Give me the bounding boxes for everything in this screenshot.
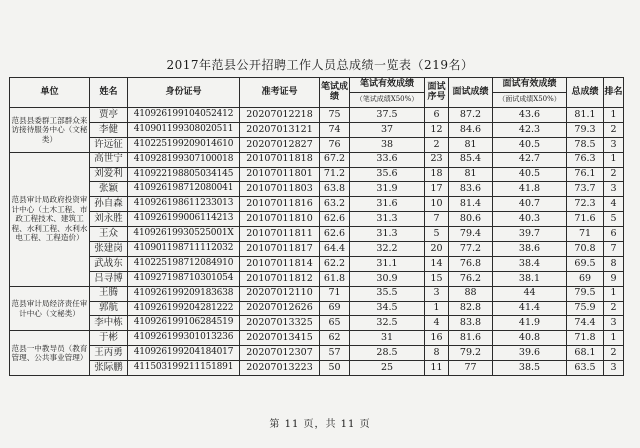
name-cell: 张建岗 bbox=[90, 242, 128, 257]
rank-cell: 2 bbox=[604, 167, 624, 182]
interview-eff-cell: 41.4 bbox=[493, 301, 567, 316]
written-eff-cell: 34.5 bbox=[350, 301, 425, 316]
id-cell: 410922198805034145 bbox=[128, 167, 240, 182]
id-cell: 410926198712080041 bbox=[128, 182, 240, 197]
name-cell: 吕寻博 bbox=[90, 271, 128, 286]
id-cell: 410926199209183638 bbox=[128, 286, 240, 301]
written-eff-cell: 25 bbox=[350, 361, 425, 376]
interview-cell: 77 bbox=[449, 361, 493, 376]
interview-eff-cell: 38.1 bbox=[493, 271, 567, 286]
interview-eff-cell: 38.6 bbox=[493, 242, 567, 257]
interview-cell: 77.2 bbox=[449, 242, 493, 257]
header-written-eff-sub: （笔试成绩X50%） bbox=[350, 93, 425, 108]
name-cell: 刘爱利 bbox=[90, 167, 128, 182]
interview-order-cell: 7 bbox=[425, 212, 449, 227]
exam-no-cell: 20207012827 bbox=[240, 137, 320, 152]
interview-eff-cell: 42.3 bbox=[493, 122, 567, 137]
table-row bbox=[10, 256, 624, 271]
name-cell: 王众 bbox=[90, 227, 128, 242]
total-cell: 70.8 bbox=[567, 242, 604, 257]
total-cell: 78.5 bbox=[567, 137, 604, 152]
interview-cell: 82.8 bbox=[449, 301, 493, 316]
exam-no-cell: 20207012626 bbox=[240, 301, 320, 316]
written-eff-cell: 37.5 bbox=[350, 108, 425, 123]
exam-no-cell: 20107011810 bbox=[240, 212, 320, 227]
total-cell: 79.3 bbox=[567, 122, 604, 137]
header-interview: 面试成绩 bbox=[449, 78, 493, 108]
interview-eff-cell: 41.9 bbox=[493, 316, 567, 331]
interview-order-cell: 23 bbox=[425, 152, 449, 167]
header-interview-eff-sub: （面试成绩X50%） bbox=[493, 93, 567, 108]
written-eff-cell: 35.5 bbox=[350, 286, 425, 301]
table-row bbox=[10, 122, 624, 137]
results-table bbox=[9, 77, 624, 376]
name-cell: 郭航 bbox=[90, 301, 128, 316]
interview-cell: 81.6 bbox=[449, 331, 493, 346]
header-id: 身份证号 bbox=[128, 78, 240, 108]
id-cell: 410926198611233013 bbox=[128, 197, 240, 212]
exam-no-cell: 20107011817 bbox=[240, 242, 320, 257]
table-row bbox=[10, 197, 624, 212]
rank-cell: 3 bbox=[604, 361, 624, 376]
interview-eff-cell: 40.5 bbox=[493, 167, 567, 182]
total-cell: 71.6 bbox=[567, 212, 604, 227]
id-cell: 410225198712084910 bbox=[128, 256, 240, 271]
interview-order-cell: 10 bbox=[425, 197, 449, 212]
id-cell: 410926199204281222 bbox=[128, 301, 240, 316]
written-eff-cell: 31.6 bbox=[350, 197, 425, 212]
written-cell: 65 bbox=[320, 316, 350, 331]
table-body bbox=[10, 108, 624, 376]
id-cell: 410926199301013236 bbox=[128, 331, 240, 346]
interview-eff-cell: 40.8 bbox=[493, 331, 567, 346]
written-eff-cell: 31.1 bbox=[350, 256, 425, 271]
interview-eff-cell: 38.5 bbox=[493, 361, 567, 376]
interview-cell: 81 bbox=[449, 137, 493, 152]
interview-eff-cell: 41.8 bbox=[493, 182, 567, 197]
table-row bbox=[10, 316, 624, 331]
header-total: 总成绩 bbox=[567, 78, 604, 108]
name-cell: 张际鹏 bbox=[90, 361, 128, 376]
interview-eff-cell: 43.6 bbox=[493, 108, 567, 123]
total-cell: 63.5 bbox=[567, 361, 604, 376]
interview-cell: 80.6 bbox=[449, 212, 493, 227]
written-cell: 63.8 bbox=[320, 182, 350, 197]
interview-cell: 76.2 bbox=[449, 271, 493, 286]
interview-order-cell: 6 bbox=[425, 108, 449, 123]
rank-cell: 2 bbox=[604, 122, 624, 137]
total-cell: 75.9 bbox=[567, 301, 604, 316]
written-cell: 63.2 bbox=[320, 197, 350, 212]
name-cell: 李健 bbox=[90, 122, 128, 137]
written-cell: 62.6 bbox=[320, 227, 350, 242]
table-row bbox=[10, 331, 624, 346]
table-row bbox=[10, 212, 624, 227]
written-eff-cell: 32.5 bbox=[350, 316, 425, 331]
written-eff-cell: 31.3 bbox=[350, 227, 425, 242]
exam-no-cell: 20107011801 bbox=[240, 167, 320, 182]
exam-no-cell: 20207013121 bbox=[240, 122, 320, 137]
interview-order-cell: 14 bbox=[425, 256, 449, 271]
written-cell: 76 bbox=[320, 137, 350, 152]
interview-order-cell: 20 bbox=[425, 242, 449, 257]
header-written: 笔试成绩 bbox=[320, 78, 350, 108]
interview-eff-cell: 39.6 bbox=[493, 346, 567, 361]
header-interview-order: 面试序号 bbox=[425, 78, 449, 108]
table-header bbox=[10, 78, 624, 108]
header-interview-eff: 面试有效成绩 bbox=[493, 78, 567, 93]
interview-order-cell: 12 bbox=[425, 122, 449, 137]
table-row bbox=[10, 182, 624, 197]
interview-cell: 81.4 bbox=[449, 197, 493, 212]
page-title: 2017年范县公开招聘工作人员总成绩一览表（219名） bbox=[166, 58, 474, 72]
total-cell: 73.7 bbox=[567, 182, 604, 197]
name-cell: 许远征 bbox=[90, 137, 128, 152]
id-cell: 410926199204184017 bbox=[128, 346, 240, 361]
interview-order-cell: 18 bbox=[425, 167, 449, 182]
written-eff-cell: 37 bbox=[350, 122, 425, 137]
interview-cell: 81 bbox=[449, 167, 493, 182]
table-row bbox=[10, 346, 624, 361]
table-row bbox=[10, 167, 624, 182]
written-cell: 61.8 bbox=[320, 271, 350, 286]
written-cell: 64.4 bbox=[320, 242, 350, 257]
header-exam-no: 准考证号 bbox=[240, 78, 320, 108]
written-cell: 57 bbox=[320, 346, 350, 361]
exam-no-cell: 20207012307 bbox=[240, 346, 320, 361]
written-eff-cell: 38 bbox=[350, 137, 425, 152]
exam-no-cell: 20107011818 bbox=[240, 152, 320, 167]
page-footer: 第 11 页，共 11 页 bbox=[269, 419, 371, 430]
unit-cell: 范县一中教导员（教育管理、公共事业管理） bbox=[10, 331, 90, 376]
rank-cell: 1 bbox=[604, 152, 624, 167]
header-name: 姓名 bbox=[90, 78, 128, 108]
rank-cell: 3 bbox=[604, 182, 624, 197]
exam-no-cell: 20207013223 bbox=[240, 361, 320, 376]
interview-cell: 87.2 bbox=[449, 108, 493, 123]
written-cell: 50 bbox=[320, 361, 350, 376]
id-cell: 410926199106284519 bbox=[128, 316, 240, 331]
total-cell: 69.5 bbox=[567, 256, 604, 271]
interview-order-cell: 4 bbox=[425, 316, 449, 331]
id-cell: 410926199006114213 bbox=[128, 212, 240, 227]
interview-order-cell: 16 bbox=[425, 331, 449, 346]
interview-order-cell: 11 bbox=[425, 361, 449, 376]
id-cell: 410901198711112032 bbox=[128, 242, 240, 257]
written-eff-cell: 33.6 bbox=[350, 152, 425, 167]
rank-cell: 5 bbox=[604, 212, 624, 227]
interview-order-cell: 2 bbox=[425, 137, 449, 152]
name-cell: 于彬 bbox=[90, 331, 128, 346]
interview-cell: 83.6 bbox=[449, 182, 493, 197]
interview-cell: 88 bbox=[449, 286, 493, 301]
written-eff-cell: 35.6 bbox=[350, 167, 425, 182]
rank-cell: 6 bbox=[604, 227, 624, 242]
rank-cell: 3 bbox=[604, 316, 624, 331]
interview-eff-cell: 39.7 bbox=[493, 227, 567, 242]
interview-order-cell: 5 bbox=[425, 227, 449, 242]
written-cell: 62 bbox=[320, 331, 350, 346]
exam-no-cell: 20207012218 bbox=[240, 108, 320, 123]
written-eff-cell: 28.5 bbox=[350, 346, 425, 361]
interview-cell: 79.2 bbox=[449, 346, 493, 361]
unit-cell: 范县审计局经济责任审计中心（文秘类） bbox=[10, 286, 90, 331]
rank-cell: 7 bbox=[604, 242, 624, 257]
rank-cell: 2 bbox=[604, 301, 624, 316]
header-rank: 排名 bbox=[604, 78, 624, 108]
name-cell: 王腾 bbox=[90, 286, 128, 301]
total-cell: 72.3 bbox=[567, 197, 604, 212]
written-cell: 62.2 bbox=[320, 256, 350, 271]
exam-no-cell: 20107011812 bbox=[240, 271, 320, 286]
table-row bbox=[10, 227, 624, 242]
name-cell: 张颖 bbox=[90, 182, 128, 197]
written-cell: 75 bbox=[320, 108, 350, 123]
total-cell: 69 bbox=[567, 271, 604, 286]
rank-cell: 1 bbox=[604, 331, 624, 346]
table-row bbox=[10, 271, 624, 286]
interview-eff-cell: 44 bbox=[493, 286, 567, 301]
written-eff-cell: 31 bbox=[350, 331, 425, 346]
name-cell: 李中栋 bbox=[90, 316, 128, 331]
total-cell: 74.4 bbox=[567, 316, 604, 331]
interview-order-cell: 3 bbox=[425, 286, 449, 301]
header-unit: 单位 bbox=[10, 78, 90, 108]
rank-cell: 1 bbox=[604, 108, 624, 123]
written-cell: 62.6 bbox=[320, 212, 350, 227]
table-row bbox=[10, 361, 624, 376]
unit-cell: 范县审计局政府投资审计中心（土木工程、市政工程技术、建筑工程、水利工程、水利水电工程、工程造价） bbox=[10, 152, 90, 286]
table-row bbox=[10, 137, 624, 152]
rank-cell: 1 bbox=[604, 286, 624, 301]
written-cell: 71.2 bbox=[320, 167, 350, 182]
unit-cell: 范县县委群工部群众来访接待服务中心（文秘类） bbox=[10, 108, 90, 153]
written-cell: 71 bbox=[320, 286, 350, 301]
interview-cell: 79.4 bbox=[449, 227, 493, 242]
written-eff-cell: 30.9 bbox=[350, 271, 425, 286]
exam-no-cell: 20107011814 bbox=[240, 256, 320, 271]
rank-cell: 3 bbox=[604, 137, 624, 152]
name-cell: 王丙勇 bbox=[90, 346, 128, 361]
written-cell: 74 bbox=[320, 122, 350, 137]
id-cell: 411503199211151891 bbox=[128, 361, 240, 376]
id-cell: 410225199209014610 bbox=[128, 137, 240, 152]
id-cell: 410926199104052412 bbox=[128, 108, 240, 123]
interview-cell: 83.8 bbox=[449, 316, 493, 331]
name-cell: 高世宁 bbox=[90, 152, 128, 167]
name-cell: 武战东 bbox=[90, 256, 128, 271]
interview-order-cell: 17 bbox=[425, 182, 449, 197]
total-cell: 76.1 bbox=[567, 167, 604, 182]
interview-eff-cell: 38.4 bbox=[493, 256, 567, 271]
written-cell: 67.2 bbox=[320, 152, 350, 167]
rank-cell: 2 bbox=[604, 346, 624, 361]
written-eff-cell: 31.9 bbox=[350, 182, 425, 197]
table-row bbox=[10, 242, 624, 257]
table-row bbox=[10, 108, 624, 123]
written-eff-cell: 32.2 bbox=[350, 242, 425, 257]
total-cell: 71.8 bbox=[567, 331, 604, 346]
rank-cell: 9 bbox=[604, 271, 624, 286]
rank-cell: 4 bbox=[604, 197, 624, 212]
table-row bbox=[10, 301, 624, 316]
interview-order-cell: 15 bbox=[425, 271, 449, 286]
name-cell: 孙自森 bbox=[90, 197, 128, 212]
written-eff-cell: 31.3 bbox=[350, 212, 425, 227]
interview-eff-cell: 42.7 bbox=[493, 152, 567, 167]
exam-no-cell: 20107011803 bbox=[240, 182, 320, 197]
total-cell: 68.1 bbox=[567, 346, 604, 361]
exam-no-cell: 20207013325 bbox=[240, 316, 320, 331]
interview-eff-cell: 40.3 bbox=[493, 212, 567, 227]
id-cell: 410928199307100018 bbox=[128, 152, 240, 167]
id-cell: 410901199308020511 bbox=[128, 122, 240, 137]
interview-order-cell: 8 bbox=[425, 346, 449, 361]
table-row bbox=[10, 286, 624, 301]
interview-order-cell: 1 bbox=[425, 301, 449, 316]
name-cell: 刘永胜 bbox=[90, 212, 128, 227]
interview-cell: 85.4 bbox=[449, 152, 493, 167]
total-cell: 76.3 bbox=[567, 152, 604, 167]
id-cell: 410927198710301054 bbox=[128, 271, 240, 286]
exam-no-cell: 20107011816 bbox=[240, 197, 320, 212]
interview-eff-cell: 40.5 bbox=[493, 137, 567, 152]
total-cell: 81.1 bbox=[567, 108, 604, 123]
exam-no-cell: 20207012110 bbox=[240, 286, 320, 301]
id-cell: 41092619930525001X bbox=[128, 227, 240, 242]
exam-no-cell: 20207013415 bbox=[240, 331, 320, 346]
interview-cell: 76.8 bbox=[449, 256, 493, 271]
interview-cell: 84.6 bbox=[449, 122, 493, 137]
exam-no-cell: 20107011811 bbox=[240, 227, 320, 242]
name-cell: 贾亭 bbox=[90, 108, 128, 123]
total-cell: 71 bbox=[567, 227, 604, 242]
interview-eff-cell: 40.7 bbox=[493, 197, 567, 212]
total-cell: 79.5 bbox=[567, 286, 604, 301]
rank-cell: 8 bbox=[604, 256, 624, 271]
header-written-eff: 笔试有效成绩 bbox=[350, 78, 425, 93]
table-row bbox=[10, 152, 624, 167]
written-cell: 69 bbox=[320, 301, 350, 316]
